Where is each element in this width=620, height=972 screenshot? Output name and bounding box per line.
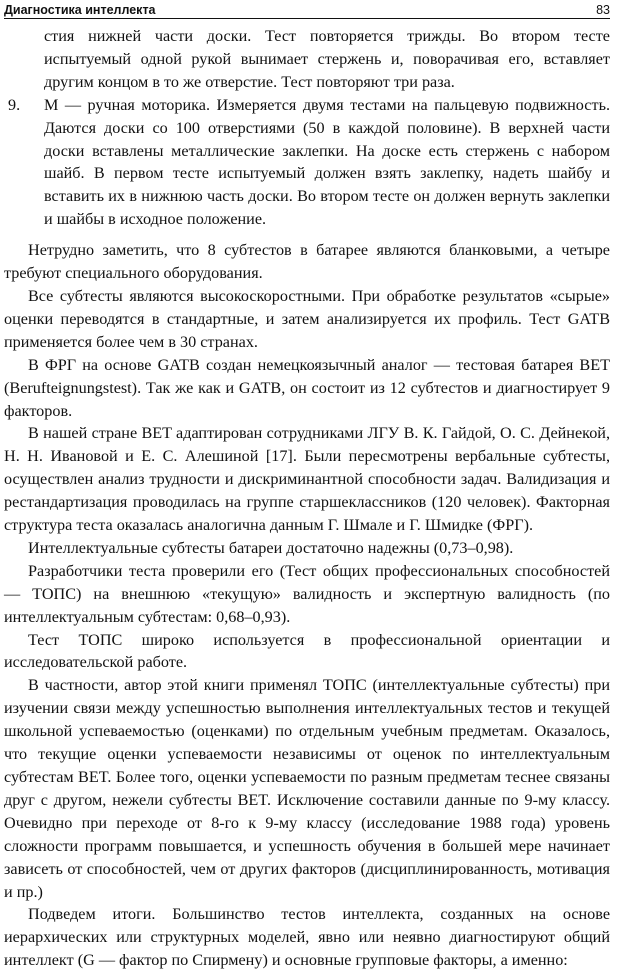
list-item-9 [4, 94, 610, 231]
paragraph-6: Разработчики теста проверили его (Тест общих профессиональных способностей — ТОПС) на внешнюю «текущую» валидность и экспертную валидность (по интеллектуальным субтестам: 0,68–0,93). [4, 561, 610, 626]
paragraph-3: В ФРГ на основе GATB создан немецкоязычный аналог — тестовая батарея BET (Berufteignungstest). Так же как и GATB, он состоит из 12 субтестов и диагностирует 9 факторов. [4, 355, 610, 420]
list-item-continuation: стия нижней части доски. Тест повторяется трижды. Во втором тесте испытуемый одной рукой вынимает стержень и, поворачивая его, вставляет другим концом в то же отверстие. Тест повторяют три раза. [44, 27, 610, 91]
paragraph-8: В частности, автор этой книги применял ТОПС (интеллектуальные субтесты) при изучении связи между успешностью выполнения интеллектуальных тестов и текущей школьной успеваемостью (оценками) по отдельным учебным предметам. Оказалось, что текущие оценки успеваемости независимы от оценок по интеллектуальным субтестам BET. Более того, оценки успеваемости по разным предметам теснее связаны друг с другом, нежели субтесты BET. Исключение составили данные по 9-му классу. Очевидно при переходе от 8-го к 9-му классу (исследование 1988 года) уровень сложности программ повышается, и успешность обучения в большей мере начинает зависеть от способностей, чем от других факторов (дисциплинированность, мотивация и пр.) [4, 676, 610, 901]
paragraph-1: Нетрудно заметить, что 8 субтестов в батарее являются бланковыми, а четыре требуют специального оборудования. [4, 241, 610, 283]
list-item-text: M — ручная моторика. Измеряется двумя тестами на пальцевую подвижность. Даются доски со 100 отверстиями (50 в каждой половине). В верхней части доски вставлены металлические заклепки. На доске есть стержень с набором шайб. В первом тесте испытуемый должен взять заклепку, надеть шайбу и вставить их в нижнюю часть доски. Во втором тесте он должен вернуть заклепки и шайбы в исходное положение. [44, 95, 610, 229]
page-number: 83 [596, 3, 610, 17]
chapter-title: Диагностика интеллекта [4, 3, 156, 17]
body-text [4, 25, 610, 972]
header-rule [4, 18, 610, 19]
paragraph-5: Интеллектуальные субтесты батареи достаточно надежны (0,73–0,98). [28, 538, 514, 557]
paragraph-7: Тест ТОПС широко используется в профессиональной ориентации и исследовательской работе. [4, 630, 610, 672]
running-header [4, 0, 610, 17]
paragraph-4: В нашей стране BET адаптирован сотрудниками ЛГУ В. К. Гайдой, О. С. Дейнекой, Н. Н. Ивановой и Е. С. Алешиной [17]. Были пересмотрены вербальные субтесты, осуществлен анализ трудности и дискриминантной способности задач. Валидизация и рестандартизация проводилась на группе старшеклассников (120 человек). Факторная структура теста оказалась аналогична данным Г. Шмале и Г. Шмидке (ФРГ). [4, 424, 610, 535]
paragraph-2: Все субтесты являются высокоскоростными. При обработке результатов «сырые» оценки переводятся в стандартные, и затем анализируется их профиль. Тест GATB применяется более чем в 30 странах. [4, 286, 610, 351]
list-item-number: 9. [8, 95, 21, 114]
paragraph-9: Подведем итоги. Большинство тестов интеллекта, созданных на основе иерархических или структурных моделей, явно или неявно диагностируют общий интеллект (G — фактор по Спирмену) и основные групповые факторы, а именно: [4, 905, 610, 970]
